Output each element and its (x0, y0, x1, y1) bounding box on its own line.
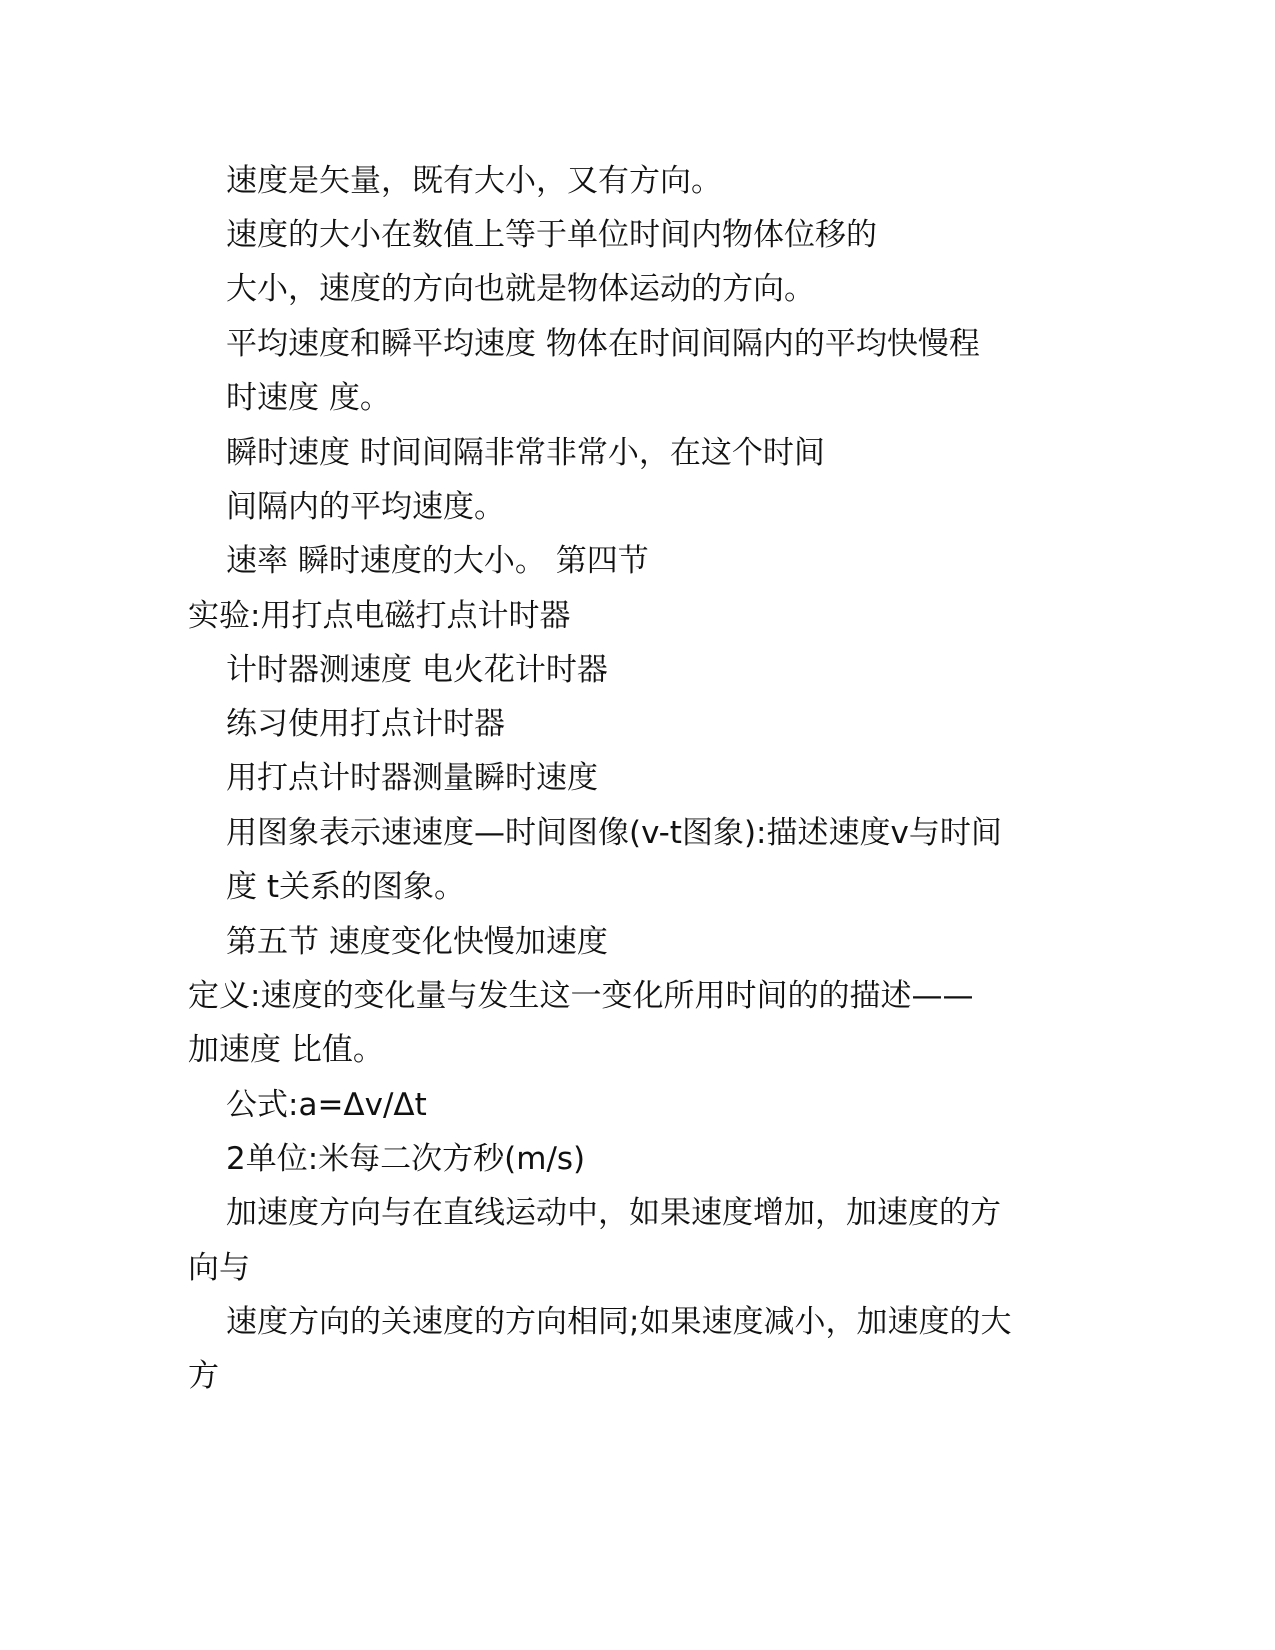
text-line: 速度的大小在数值上等于单位时间内物体位移的 (226, 217, 877, 253)
text-line: 时速度 度。 (226, 380, 391, 416)
text-line: 度 t关系的图象。 (226, 869, 466, 905)
text-line: 公式:a=Δv/Δt (226, 1087, 427, 1123)
text-line: 第五节 速度变化快慢加速度 (226, 924, 608, 960)
text-line: 用打点计时器测量瞬时速度 (226, 760, 598, 796)
text-line: 加速度方向与在直线运动中，如果速度增加，加速度的方 (226, 1195, 1001, 1231)
text-line: 速率 瞬时速度的大小。 第四节 (226, 543, 649, 579)
text-line: 间隔内的平均速度。 (226, 489, 505, 525)
text-line: 练习使用打点计时器 (226, 706, 505, 742)
text-line: 平均速度和瞬平均速度 物体在时间间隔内的平均快慢程 (226, 326, 980, 362)
text-line: 向与 (188, 1250, 250, 1286)
text-line: 用图象表示速速度—时间图像(v-t图象):描述速度v与时间 (226, 815, 1002, 851)
text-line: 加速度 比值。 (188, 1032, 384, 1068)
text-line: 方 (188, 1358, 219, 1394)
text-line: 定义:速度的变化量与发生这一变化所用时间的的描述—— (188, 978, 974, 1014)
text-line: 速度是矢量，既有大小，又有方向。 (226, 163, 722, 199)
text-line: 计时器测速度 电火花计时器 (226, 652, 608, 688)
text-line: 2单位:米每二次方秒(m/s) (226, 1141, 586, 1177)
text-line: 大小，速度的方向也就是物体运动的方向。 (226, 271, 815, 307)
text-line: 实验:用打点电磁打点计时器 (188, 598, 571, 634)
text-line: 速度方向的关速度的方向相同;如果速度减小，加速度的大 (226, 1304, 1012, 1340)
text-line: 瞬时速度 时间间隔非常非常小，在这个时间 (226, 435, 825, 471)
